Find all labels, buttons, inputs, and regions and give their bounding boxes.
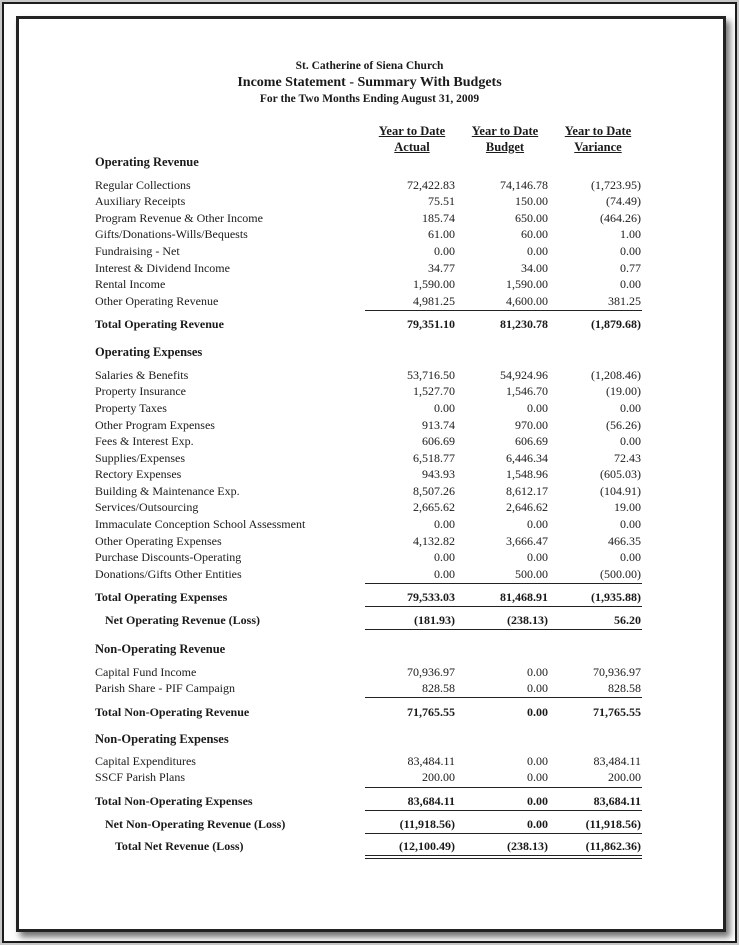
row-label: Purchase Discounts-Operating bbox=[95, 550, 242, 564]
table-row bbox=[0, 294, 739, 310]
variance-value: 381.25 bbox=[608, 294, 641, 308]
report-title: Income Statement - Summary With Budgets bbox=[237, 75, 502, 90]
organization-name: St. Catherine of Siena Church bbox=[295, 60, 444, 72]
actual-value: 72,422.83 bbox=[407, 178, 455, 192]
variance-value: 0.00 bbox=[620, 434, 641, 448]
actual-value: 6,518.77 bbox=[413, 451, 455, 465]
budget-value: 0.00 bbox=[527, 754, 548, 768]
row-label: Fundraising - Net bbox=[95, 244, 180, 258]
actual-value: 79,533.03 bbox=[407, 590, 455, 604]
table-row bbox=[0, 484, 739, 500]
total-row bbox=[0, 590, 739, 606]
budget-value: 6,446.34 bbox=[506, 451, 548, 465]
budget-value: (238.13) bbox=[507, 613, 548, 627]
variance-value: (104.91) bbox=[600, 484, 641, 498]
actual-value: 200.00 bbox=[422, 770, 455, 784]
variance-value: 0.00 bbox=[620, 517, 641, 531]
actual-value: 83,484.11 bbox=[407, 754, 455, 768]
actual-value: 913.74 bbox=[422, 418, 455, 432]
variance-value: (1,723.95) bbox=[591, 178, 641, 192]
actual-value: 0.00 bbox=[434, 517, 455, 531]
subtotal-rule bbox=[365, 697, 642, 698]
budget-value: 0.00 bbox=[527, 401, 548, 415]
actual-value: 606.69 bbox=[422, 434, 455, 448]
variance-value: (464.26) bbox=[600, 211, 641, 225]
table-row bbox=[0, 194, 739, 210]
row-label: Property Taxes bbox=[95, 401, 167, 415]
row-label: SSCF Parish Plans bbox=[95, 770, 186, 784]
budget-value: 0.00 bbox=[527, 517, 548, 531]
net-rule bbox=[365, 629, 642, 630]
actual-value: 4,981.25 bbox=[413, 294, 455, 308]
column-header-variance bbox=[548, 123, 648, 155]
row-label: Total Non-Operating Revenue bbox=[95, 705, 250, 719]
table-row bbox=[0, 451, 739, 467]
row-label: Donations/Gifts Other Entities bbox=[95, 567, 242, 581]
budget-value: 3,666.47 bbox=[506, 534, 548, 548]
table-row bbox=[0, 534, 739, 550]
row-label: Regular Collections bbox=[95, 178, 191, 192]
row-label: Net Operating Revenue (Loss) bbox=[105, 613, 260, 627]
budget-value: 1,546.70 bbox=[506, 384, 548, 398]
variance-value: (1,879.68) bbox=[591, 317, 641, 331]
variance-value: 56.20 bbox=[614, 613, 641, 627]
budget-value: 4,600.00 bbox=[506, 294, 548, 308]
section-heading-non-operating-revenue: Non-Operating Revenue bbox=[95, 642, 226, 656]
actual-value: 70,936.97 bbox=[407, 665, 455, 679]
actual-value: 0.00 bbox=[434, 550, 455, 564]
table-row bbox=[0, 567, 739, 583]
variance-value: 83,484.11 bbox=[593, 754, 641, 768]
row-label: Total Operating Revenue bbox=[95, 317, 224, 331]
budget-value: 0.00 bbox=[527, 770, 548, 784]
section-heading-operating-expenses: Operating Expenses bbox=[95, 345, 203, 359]
column-header-line2: Actual bbox=[394, 140, 430, 154]
budget-value: 0.00 bbox=[527, 681, 548, 695]
row-label: Building & Maintenance Exp. bbox=[95, 484, 240, 498]
budget-value: (238.13) bbox=[507, 839, 548, 853]
variance-value: 466.35 bbox=[608, 534, 641, 548]
row-label: Total Net Revenue (Loss) bbox=[115, 839, 244, 853]
budget-value: 54,924.96 bbox=[500, 368, 548, 382]
row-label: Immaculate Conception School Assessment bbox=[95, 517, 306, 531]
actual-value: 1,590.00 bbox=[413, 277, 455, 291]
table-row bbox=[0, 418, 739, 434]
table-row bbox=[0, 227, 739, 243]
actual-value: 828.58 bbox=[422, 681, 455, 695]
budget-value: 0.00 bbox=[527, 665, 548, 679]
variance-value: 19.00 bbox=[614, 500, 641, 514]
total-rule bbox=[365, 606, 642, 607]
row-label: Services/Outsourcing bbox=[95, 500, 199, 514]
grand-total-row bbox=[0, 839, 739, 855]
net-rule bbox=[365, 833, 642, 834]
budget-value: 81,230.78 bbox=[500, 317, 548, 331]
total-row bbox=[0, 794, 739, 810]
grand-total-double-rule bbox=[365, 855, 642, 859]
budget-value: 0.00 bbox=[527, 705, 548, 719]
actual-value: 185.74 bbox=[422, 211, 455, 225]
row-label: Program Revenue & Other Income bbox=[95, 211, 263, 225]
table-row bbox=[0, 244, 739, 260]
actual-value: (181.93) bbox=[414, 613, 455, 627]
budget-value: 500.00 bbox=[515, 567, 548, 581]
budget-value: 150.00 bbox=[515, 194, 548, 208]
row-label: Other Operating Expenses bbox=[95, 534, 222, 548]
variance-value: (500.00) bbox=[600, 567, 641, 581]
budget-value: 970.00 bbox=[515, 418, 548, 432]
variance-value: (19.00) bbox=[606, 384, 641, 398]
variance-value: 72.43 bbox=[614, 451, 641, 465]
actual-value: 53,716.50 bbox=[407, 368, 455, 382]
budget-value: 8,612.17 bbox=[506, 484, 548, 498]
table-row bbox=[0, 178, 739, 194]
variance-value: (1,208.46) bbox=[591, 368, 641, 382]
actual-value: 0.00 bbox=[434, 567, 455, 581]
table-row bbox=[0, 261, 739, 277]
table-row bbox=[0, 517, 739, 533]
actual-value: 83,684.11 bbox=[407, 794, 455, 808]
total-row bbox=[0, 705, 739, 721]
actual-value: 71,765.55 bbox=[407, 705, 455, 719]
row-label: Salaries & Benefits bbox=[95, 368, 189, 382]
budget-value: 74,146.78 bbox=[500, 178, 548, 192]
budget-value: 81,468.91 bbox=[500, 590, 548, 604]
budget-value: 0.00 bbox=[527, 817, 548, 831]
budget-value: 2,646.62 bbox=[506, 500, 548, 514]
total-row bbox=[0, 317, 739, 333]
column-header-line1: Year to Date bbox=[471, 124, 539, 138]
actual-value: 8,507.26 bbox=[413, 484, 455, 498]
row-label: Net Non-Operating Revenue (Loss) bbox=[105, 817, 286, 831]
variance-value: 0.00 bbox=[620, 277, 641, 291]
net-row bbox=[0, 817, 739, 833]
actual-value: 34.77 bbox=[428, 261, 455, 275]
budget-value: 0.00 bbox=[527, 244, 548, 258]
budget-value: 650.00 bbox=[515, 211, 548, 225]
column-header-line2: Variance bbox=[574, 140, 622, 154]
variance-value: 828.58 bbox=[608, 681, 641, 695]
variance-value: 83,684.11 bbox=[593, 794, 641, 808]
subtotal-rule bbox=[365, 787, 642, 788]
table-row bbox=[0, 368, 739, 384]
budget-value: 60.00 bbox=[521, 227, 548, 241]
subtotal-rule bbox=[365, 583, 642, 584]
row-label: Other Program Expenses bbox=[95, 418, 215, 432]
table-row bbox=[0, 277, 739, 293]
net-row bbox=[0, 613, 739, 629]
variance-value: (11,918.56) bbox=[585, 817, 641, 831]
row-label: Total Operating Expenses bbox=[95, 590, 228, 604]
report-period: For the Two Months Ending August 31, 2009 bbox=[259, 93, 480, 105]
budget-value: 1,548.96 bbox=[506, 467, 548, 481]
variance-value: 0.77 bbox=[620, 261, 641, 275]
table-row bbox=[0, 384, 739, 400]
budget-value: 1,590.00 bbox=[506, 277, 548, 291]
actual-value: 4,132.82 bbox=[413, 534, 455, 548]
variance-value: 0.00 bbox=[620, 244, 641, 258]
row-label: Capital Fund Income bbox=[95, 665, 197, 679]
row-label: Gifts/Donations-Wills/Bequests bbox=[95, 227, 248, 241]
table-row bbox=[0, 401, 739, 417]
table-row bbox=[0, 434, 739, 450]
subtotal-rule bbox=[365, 310, 642, 311]
column-header-budget bbox=[455, 123, 555, 155]
actual-value: 1,527.70 bbox=[413, 384, 455, 398]
variance-value: 0.00 bbox=[620, 550, 641, 564]
table-row bbox=[0, 550, 739, 566]
table-row bbox=[0, 770, 739, 786]
section-heading-operating-revenue: Operating Revenue bbox=[95, 155, 199, 169]
variance-value: (1,935.88) bbox=[591, 590, 641, 604]
variance-value: (56.26) bbox=[606, 418, 641, 432]
actual-value: 2,665.62 bbox=[413, 500, 455, 514]
row-label: Rectory Expenses bbox=[95, 467, 182, 481]
variance-value: (605.03) bbox=[600, 467, 641, 481]
table-row bbox=[0, 467, 739, 483]
variance-value: 0.00 bbox=[620, 401, 641, 415]
table-row bbox=[0, 681, 739, 697]
table-row bbox=[0, 754, 739, 770]
section-heading-non-operating-expenses: Non-Operating Expenses bbox=[95, 732, 229, 746]
row-label: Capital Expenditures bbox=[95, 754, 196, 768]
actual-value: (11,918.56) bbox=[399, 817, 455, 831]
row-label: Property Insurance bbox=[95, 384, 186, 398]
row-label: Other Operating Revenue bbox=[95, 294, 219, 308]
actual-value: 0.00 bbox=[434, 244, 455, 258]
row-label: Total Non-Operating Expenses bbox=[95, 794, 253, 808]
budget-value: 0.00 bbox=[527, 794, 548, 808]
row-label: Supplies/Expenses bbox=[95, 451, 185, 465]
column-header-line1: Year to Date bbox=[378, 124, 446, 138]
table-row bbox=[0, 665, 739, 681]
variance-value: (74.49) bbox=[606, 194, 641, 208]
actual-value: 0.00 bbox=[434, 401, 455, 415]
variance-value: 200.00 bbox=[608, 770, 641, 784]
variance-value: 70,936.97 bbox=[593, 665, 641, 679]
variance-value: 1.00 bbox=[620, 227, 641, 241]
actual-value: (12,100.49) bbox=[399, 839, 455, 853]
budget-value: 34.00 bbox=[521, 261, 548, 275]
total-rule bbox=[365, 810, 642, 811]
row-label: Fees & Interest Exp. bbox=[95, 434, 194, 448]
row-label: Auxiliary Receipts bbox=[95, 194, 186, 208]
actual-value: 943.93 bbox=[422, 467, 455, 481]
column-header-actual bbox=[362, 123, 462, 155]
actual-value: 75.51 bbox=[428, 194, 455, 208]
table-row bbox=[0, 211, 739, 227]
variance-value: (11,862.36) bbox=[585, 839, 641, 853]
row-label: Rental Income bbox=[95, 277, 166, 291]
row-label: Interest & Dividend Income bbox=[95, 261, 230, 275]
budget-value: 0.00 bbox=[527, 550, 548, 564]
actual-value: 61.00 bbox=[428, 227, 455, 241]
row-label: Parish Share - PIF Campaign bbox=[95, 681, 235, 695]
column-header-line1: Year to Date bbox=[564, 124, 632, 138]
column-header-line2: Budget bbox=[485, 140, 525, 154]
variance-value: 71,765.55 bbox=[593, 705, 641, 719]
table-row bbox=[0, 500, 739, 516]
budget-value: 606.69 bbox=[515, 434, 548, 448]
actual-value: 79,351.10 bbox=[407, 317, 455, 331]
